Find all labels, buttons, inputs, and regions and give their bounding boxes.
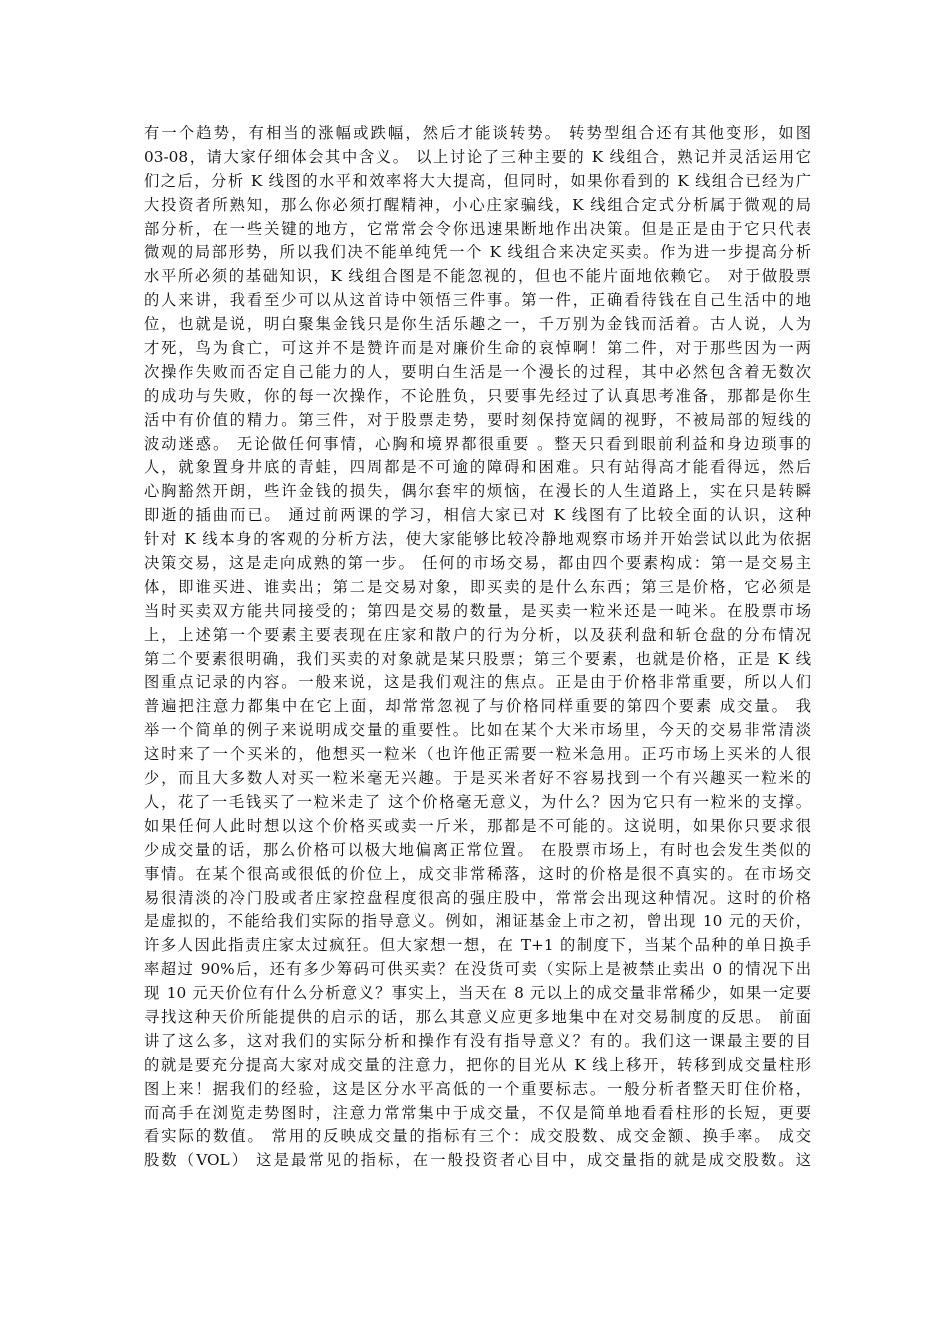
text-line: 而高手在浏览走势图时，注意力常常集中于成交量，不仅是简单地看看柱形的长短，更要	[144, 1103, 811, 1122]
text-line: 03-08，请大家仔细体会其中含义。 以上讨论了三种主要的 K 线组合，熟记并灵活运用它	[144, 147, 811, 166]
text-line: 普遍把注意力都集中在它上面，却常常忽视了与价格同样重要的第四个要素 成交量。 我	[144, 697, 811, 716]
text-line: 人，花了一毛钱买了一粒米走了 这个价格毫无意义，为什么？因为它只有一粒米的支撑。	[144, 792, 811, 811]
text-line: 上，上述第一个要素主要表现在庄家和散户的行为分析，以及获利盘和斩仓盘的分布情况	[144, 625, 811, 644]
text-line: 的人来讲，我看至少可以从这首诗中领悟三件事。第一件，正确看待钱在自己生活中的地	[144, 291, 811, 310]
text-line: 寻找这种天价所能提供的启示的话，那么其意义应更多地集中在对交易制度的反思。 前面	[144, 1007, 811, 1026]
text-line: 率超过 90%后，还有多少筹码可供买卖？在没货可卖（实际上是被禁止卖出 0 的情况下出	[144, 960, 811, 979]
text-line: 讲了这么多，这对我们的实际分析和操作有没有指导意义？有的。我们这一课最主要的目	[144, 1031, 811, 1050]
text-line: 才死，鸟为食亡，可这并不是赞许而是对廉价生命的哀悼啊！第二件，对于那些因为一两	[144, 339, 811, 358]
text-line: 波动迷惑。 无论做任何事情，心胸和境界都很重要 。整天只看到眼前利益和身边琐事的	[144, 434, 811, 453]
text-line: 体，即谁买进、谁卖出；第二是交易对象，即买卖的是什么东西；第三是价格，它必须是	[144, 577, 811, 596]
text-line: 活中有价值的精力。第三件，对于股票走势，要时刻保持宽阔的视野，不被局部的短线的	[144, 410, 811, 429]
text-line: 股数（VOL） 这是最常见的指标，在一般投资者心目中，成交量指的就是成交股数。这	[144, 1151, 811, 1170]
text-line: 有一个趋势，有相当的涨幅或跌幅，然后才能谈转势。 转势型组合还有其他变形，如图	[144, 124, 811, 142]
text-line: 的就是要充分提高大家对成交量的注意力，把你的目光从 K 线上移开，转移到成交量柱形	[144, 1055, 811, 1074]
text-line: 人，就象置身井底的青蛙，四周都是不可逾的障碍和困难。只有站得高才能看得远，然后	[144, 458, 811, 477]
text-line: 决策交易，这是走向成熟的第一步。 任何的市场交易，都由四个要素构成：第一是交易主	[144, 554, 811, 573]
text-line: 图上来！据我们的经验，这是区分水平高低的一个重要标志。一般分析者整天盯住价格，	[144, 1079, 811, 1098]
text-line: 举一个简单的例子来说明成交量的重要性。比如在某个大米市场里，今天的交易非常清淡	[144, 721, 811, 740]
text-line: 易很清淡的冷门股或者庄家控盘程度很高的强庄股中，常常会出现这种情况。这时的价格	[144, 888, 811, 907]
text-line: 图重点记录的内容。一般来说，这是我们观注的焦点。正是由于价格非常重要，所以人们	[144, 673, 811, 692]
text-line: 当时买卖双方能共同接受的；第四是交易的数量，是买卖一粒米还是一吨米。在股票市场	[144, 601, 811, 620]
text-line: 次操作失败而否定自己能力的人，要明白生活是一个漫长的过程，其中必然包含着无数次	[144, 362, 811, 381]
text-line: 位，也就是说，明白聚集金钱只是你生活乐趣之一，千万别为金钱而活着。古人说，人为	[144, 315, 811, 334]
text-line: 是虚拟的，不能给我们实际的指导意义。例如，湘证基金上市之初，曾出现 10 元的天价，	[144, 912, 811, 931]
text-line: 们之后，分析 K 线图的水平和效率将大大提高，但同时，如果你看到的 K 线组合已经为广	[144, 171, 811, 190]
text-line: 部分析，在一些关键的地方，它常常会令你迅速果断地作出决策。但是正是由于它只代表	[144, 219, 811, 238]
text-line: 少，而且大多数人对买一粒米毫无兴趣。于是买米者好不容易找到一个有兴趣买一粒米的	[144, 769, 811, 788]
text-line: 水平所必须的基础知识，K 线组合图是不能忽视的，但也不能片面地依赖它。 对于做股票	[144, 267, 811, 286]
text-line: 的成功与失败，你的每一次操作，不论胜负，只要事先经过了认真思考准备，那都是你生	[144, 386, 811, 405]
text-line: 看实际的数值。 常用的反映成交量的指标有三个：成交股数、成交金额、换手率。 成交	[144, 1127, 811, 1146]
body-text	[144, 122, 811, 1173]
text-line: 事情。在某个很高或很低的价位上，成交非常稀落，这时的价格是很不真实的。在市场交	[144, 864, 811, 883]
text-line: 第二个要素很明确，我们买卖的对象就是某只股票；第三个要素，也就是价格，正是 K 线	[144, 649, 811, 668]
text-line: 针对 K 线本身的客观的分析方法，使大家能够比较冷静地观察市场并开始尝试以此为依据	[144, 530, 811, 549]
text-line: 心胸豁然开朗，些许金钱的损失，偶尔套牢的烦恼，在漫长的人生道路上，实在只是转瞬	[144, 482, 811, 501]
text-line: 许多人因此指责庄家太过疯狂。但大家想一想，在 T+1 的制度下，当某个品种的单日换手	[144, 936, 811, 955]
text-line: 即逝的插曲而已。 通过前两课的学习，相信大家已对 K 线图有了比较全面的认识，这种	[144, 506, 811, 525]
text-line: 少成交量的话，那么价格可以极大地偏离正常位置。 在股票市场上，有时也会发生类似的	[144, 840, 811, 859]
text-line: 现 10 元天价位有什么分析意义？事实上，当天在 8 元以上的成交量非常稀少，如果一定要	[144, 984, 811, 1003]
text-line: 如果任何人此时想以这个价格买或卖一斤米，那都是不可能的。这说明，如果你只要求很	[144, 816, 811, 835]
text-line: 微观的局部形势，所以我们决不能单纯凭一个 K 线组合来决定买卖。作为进一步提高分析	[144, 243, 811, 262]
text-line: 大投资者所熟知，那么你必须打醒精神，小心庄家骗线，K 线组合定式分析属于微观的局	[144, 195, 811, 214]
text-line: 这时来了一个买米的，他想买一粒米（也许他正需要一粒米急用。正巧市场上买米的人很	[144, 745, 811, 764]
